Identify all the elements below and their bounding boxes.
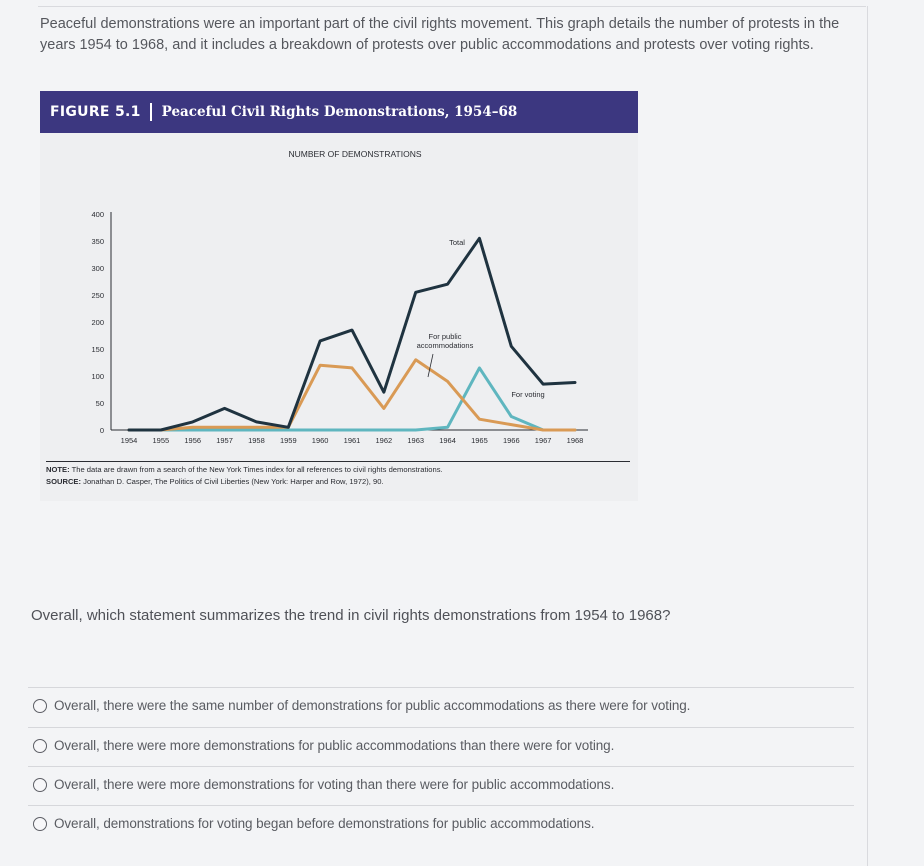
series-line-total [129, 238, 575, 430]
x-tick-label: 1962 [375, 436, 393, 445]
x-tick-label: 1966 [502, 436, 520, 445]
x-tick-label: 1961 [343, 436, 361, 445]
series-label-voting: For voting [511, 390, 545, 399]
option-divider [28, 805, 854, 806]
y-tick-label: 200 [91, 318, 104, 327]
radio-button[interactable] [33, 699, 47, 713]
answer-option-3[interactable] [33, 777, 614, 792]
option-label: Overall, there were the same number of demonstrations for public accommodations as there were for voting. [54, 698, 691, 713]
intro-paragraph: Peaceful demonstrations were an important part of the civil rights movement. This graph details the number of protests in the years 1954 to 1968, and it includes a breakdown of protests over public accommodations and protests over voting rights. [40, 16, 840, 53]
series-label-total: Total [449, 238, 465, 247]
series-label-line: accommodations [416, 341, 474, 350]
y-tick-label: 100 [91, 372, 104, 381]
radio-button[interactable] [33, 778, 47, 792]
figure [40, 91, 638, 501]
radio-button[interactable] [33, 817, 47, 831]
y-tick-label: 250 [91, 291, 104, 300]
y-tick-label: 50 [95, 399, 104, 408]
note-text: The data are drawn from a search of the New York Times index for all references to civil rights demonstrations. [69, 465, 443, 474]
figure-divider [46, 461, 630, 462]
answer-option-2[interactable] [33, 738, 614, 753]
x-tick-label: 1967 [534, 436, 552, 445]
figure-title: Peaceful Civil Rights Demonstrations, 1954–68 [161, 104, 518, 120]
x-tick-label: 1963 [407, 436, 425, 445]
x-tick-label: 1957 [216, 436, 233, 445]
figure-number: FIGURE 5.1 [50, 103, 152, 121]
figure-source [46, 476, 384, 488]
x-tick-label: 1956 [184, 436, 202, 445]
right-divider [867, 6, 868, 866]
figure-note [46, 464, 443, 476]
option-label: Overall, there were more demonstrations for voting than there were for public accommodations. [54, 777, 615, 792]
top-divider [38, 6, 866, 7]
x-tick-label: 1955 [152, 436, 170, 445]
option-label: Overall, demonstrations for voting began before demonstrations for public accommodations. [54, 816, 595, 831]
option-divider [28, 766, 854, 767]
y-tick-label: 400 [91, 210, 104, 219]
x-tick-label: 1954 [120, 436, 138, 445]
source-text: Jonathan D. Casper, The Politics of Civil Liberties (New York: Harper and Row, 1972), 90. [81, 477, 384, 486]
label-leader-line [428, 354, 433, 377]
y-tick-label: 300 [91, 264, 104, 273]
y-tick-label: 0 [99, 426, 104, 435]
x-tick-label: 1959 [279, 436, 297, 445]
y-tick-label: 350 [91, 237, 104, 246]
answer-option-4[interactable] [33, 816, 594, 831]
line-chart [40, 133, 638, 458]
answer-option-1[interactable] [33, 698, 690, 713]
option-label: Overall, there were more demonstrations for public accommodations than there were for voting. [54, 738, 615, 753]
question-prompt: Overall, which statement summarizes the trend in civil rights demonstrations from 1954 to 1968? [31, 607, 671, 624]
figure-header [40, 91, 638, 133]
x-tick-label: 1965 [471, 436, 488, 445]
radio-button[interactable] [33, 739, 47, 753]
series-label-accommodations [417, 332, 474, 350]
x-tick-label: 1958 [248, 436, 265, 445]
x-tick-label: 1964 [439, 436, 456, 445]
option-divider [28, 687, 854, 688]
source-label: SOURCE: [46, 477, 82, 486]
y-tick-label: 150 [91, 345, 104, 354]
option-divider [28, 727, 854, 728]
x-tick-label: 1960 [311, 436, 329, 445]
chart-title: NUMBER OF DEMONSTRATIONS [288, 149, 422, 159]
series-label-line: For public [428, 332, 462, 341]
note-label: NOTE: [46, 465, 70, 474]
x-tick-label: 1968 [566, 436, 584, 445]
